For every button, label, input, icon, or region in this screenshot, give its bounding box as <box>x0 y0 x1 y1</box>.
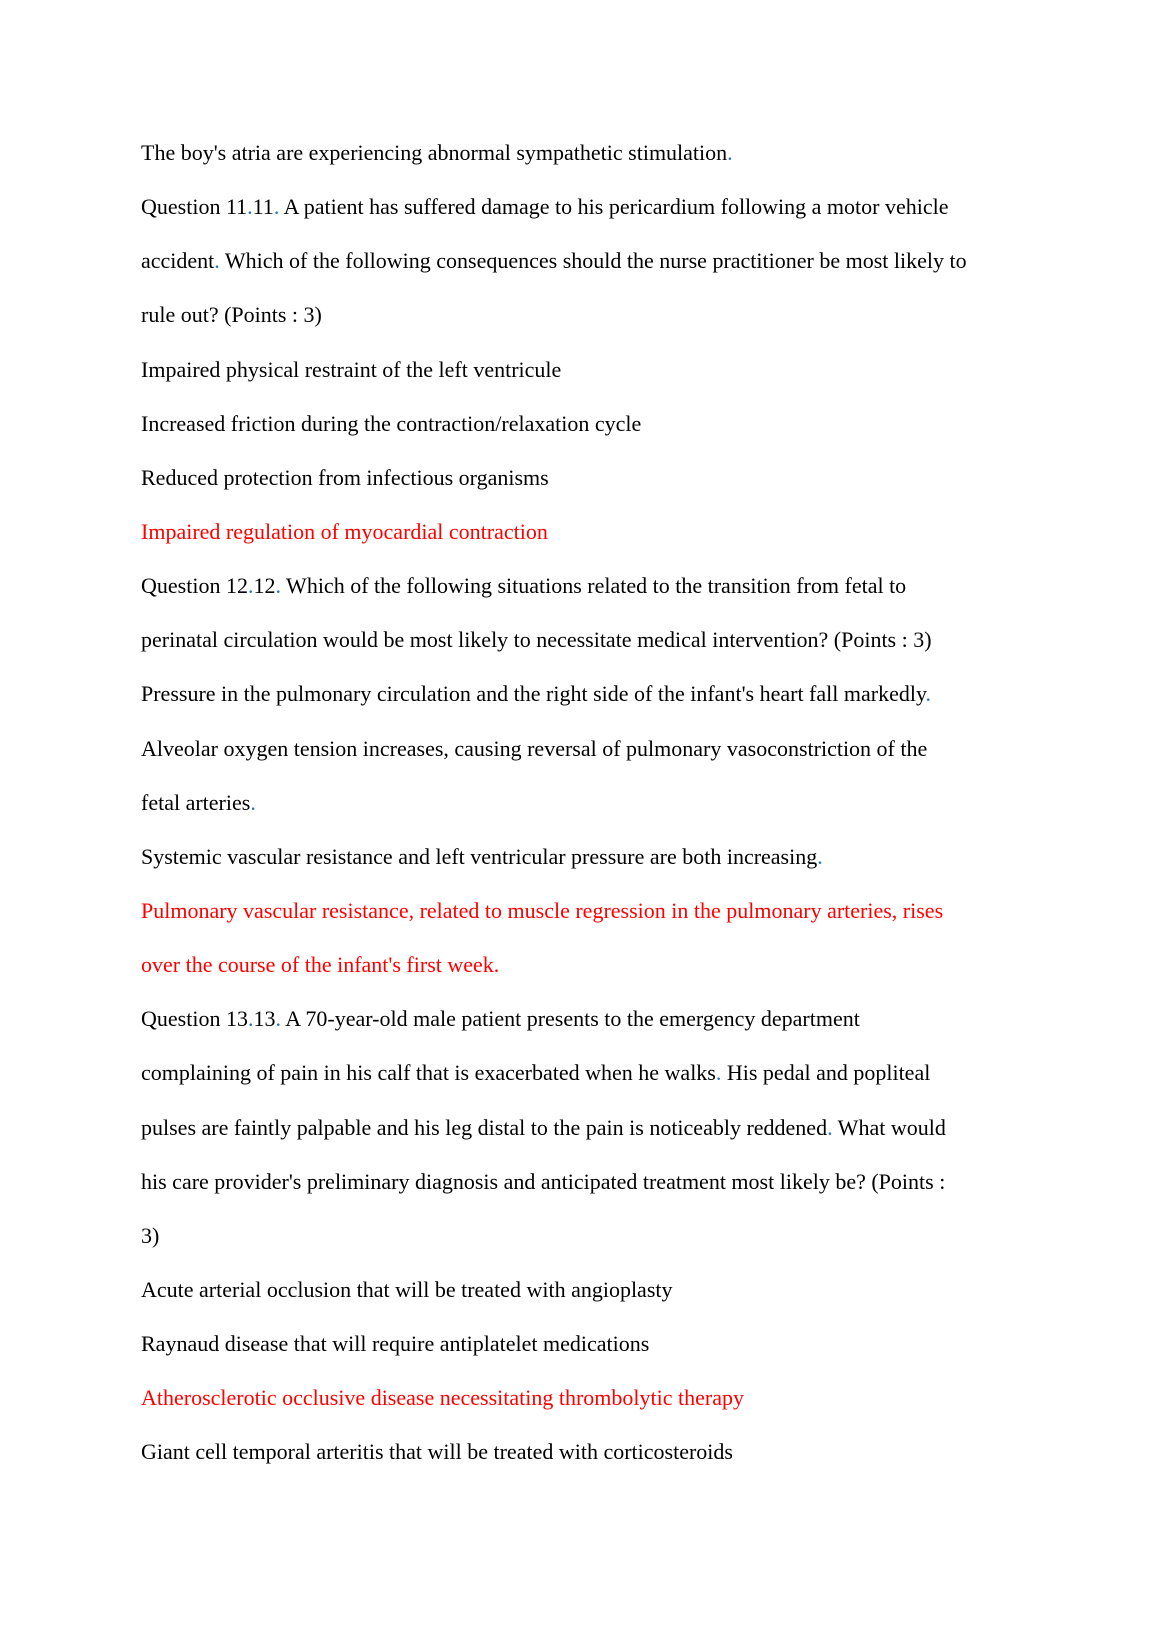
question-13-line-3 <box>141 1101 1041 1155</box>
period-mark: . <box>214 248 220 274</box>
question-text: A 70-year-old male patient presents to the emergency department <box>280 1006 860 1032</box>
question-text: accident <box>141 248 215 274</box>
period-mark: . <box>925 681 932 707</box>
period-mark: . <box>250 789 256 815</box>
option-item: Giant cell temporal arteritis that will be treated with corticosteroids <box>141 1439 733 1465</box>
option-item: Impaired physical restraint of the left ventricule <box>141 356 562 382</box>
correct-answer: Pulmonary vascular resistance, related to muscle regression in the pulmonary arteries, rises <box>141 897 944 923</box>
option-text: Pressure in the pulmonary circulation and the right side of the infant's heart fall markedly <box>141 681 926 707</box>
option-item <box>141 830 1041 884</box>
period-mark: . <box>727 140 733 165</box>
question-11-line-3: rule out? (Points : 3) <box>141 302 322 328</box>
period-mark: . <box>273 194 280 220</box>
option-item <box>141 667 1041 721</box>
option-item: Alveolar oxygen tension increases, causing reversal of pulmonary vasoconstriction of the <box>141 735 928 761</box>
period-mark: . <box>715 1060 722 1086</box>
question-text: What would <box>832 1114 946 1140</box>
question-13-line-5: 3) <box>141 1222 160 1248</box>
period-mark: . <box>275 573 281 599</box>
question-number: Question 11 <box>141 194 248 220</box>
question-text: complaining of pain in his calf that is exacerbated when he walks <box>141 1060 716 1086</box>
option-item-continued <box>141 776 1041 830</box>
question-number-suffix: 11 <box>252 194 274 220</box>
option-text: fetal arteries <box>141 789 251 815</box>
option-item: Acute arterial occlusion that will be treated with angioplasty <box>141 1276 673 1302</box>
question-13-line-2 <box>141 1046 1041 1100</box>
period-mark: . <box>247 1006 254 1032</box>
correct-answer-continued: over the course of the infant's first week. <box>141 952 500 978</box>
answer-line <box>141 126 1041 180</box>
question-text: pulses are faintly palpable and his leg distal to the pain is noticeably reddened <box>141 1114 828 1140</box>
question-11-line-2 <box>141 234 1041 288</box>
question-12-line-1 <box>141 559 1041 613</box>
period-mark: . <box>827 1114 833 1140</box>
question-11-line-1 <box>141 180 1041 234</box>
question-12-line-2: perinatal circulation would be most likely to necessitate medical intervention? (Points : 3) <box>141 627 932 653</box>
question-number-suffix: 12 <box>253 573 276 599</box>
question-number: Question 13 <box>141 1006 248 1032</box>
question-text: Which of the following consequences should the nurse practitioner be most likely to <box>219 248 967 274</box>
option-text: Systemic vascular resistance and left ventricular pressure are both increasing <box>141 843 818 869</box>
period-mark: . <box>247 573 254 599</box>
question-text: His pedal and popliteal <box>721 1060 931 1086</box>
answer-text: The boy's atria are experiencing abnormal sympathetic stimulation <box>141 140 728 165</box>
option-item: Reduced protection from infectious organisms <box>141 464 549 490</box>
correct-answer: Atherosclerotic occlusive disease necessitating thrombolytic therapy <box>141 1385 744 1411</box>
option-item: Raynaud disease that will require antiplatelet medications <box>141 1331 650 1357</box>
period-mark: . <box>247 194 253 220</box>
question-13-line-4: his care provider's preliminary diagnosis and anticipated treatment most likely be? (Points : <box>141 1168 946 1194</box>
question-number: Question 12 <box>141 573 248 599</box>
question-13-line-1 <box>141 992 1041 1046</box>
option-item: Increased friction during the contraction/relaxation cycle <box>141 410 642 436</box>
correct-answer: Impaired regulation of myocardial contraction <box>141 518 548 544</box>
question-text: Which of the following situations related to the transition from fetal to <box>280 573 907 599</box>
question-text: A patient has suffered damage to his pericardium following a motor vehicle <box>279 194 949 220</box>
period-mark: . <box>817 843 823 869</box>
document-page <box>141 126 1041 1480</box>
question-number-suffix: 13 <box>253 1006 276 1032</box>
period-mark: . <box>275 1006 281 1032</box>
